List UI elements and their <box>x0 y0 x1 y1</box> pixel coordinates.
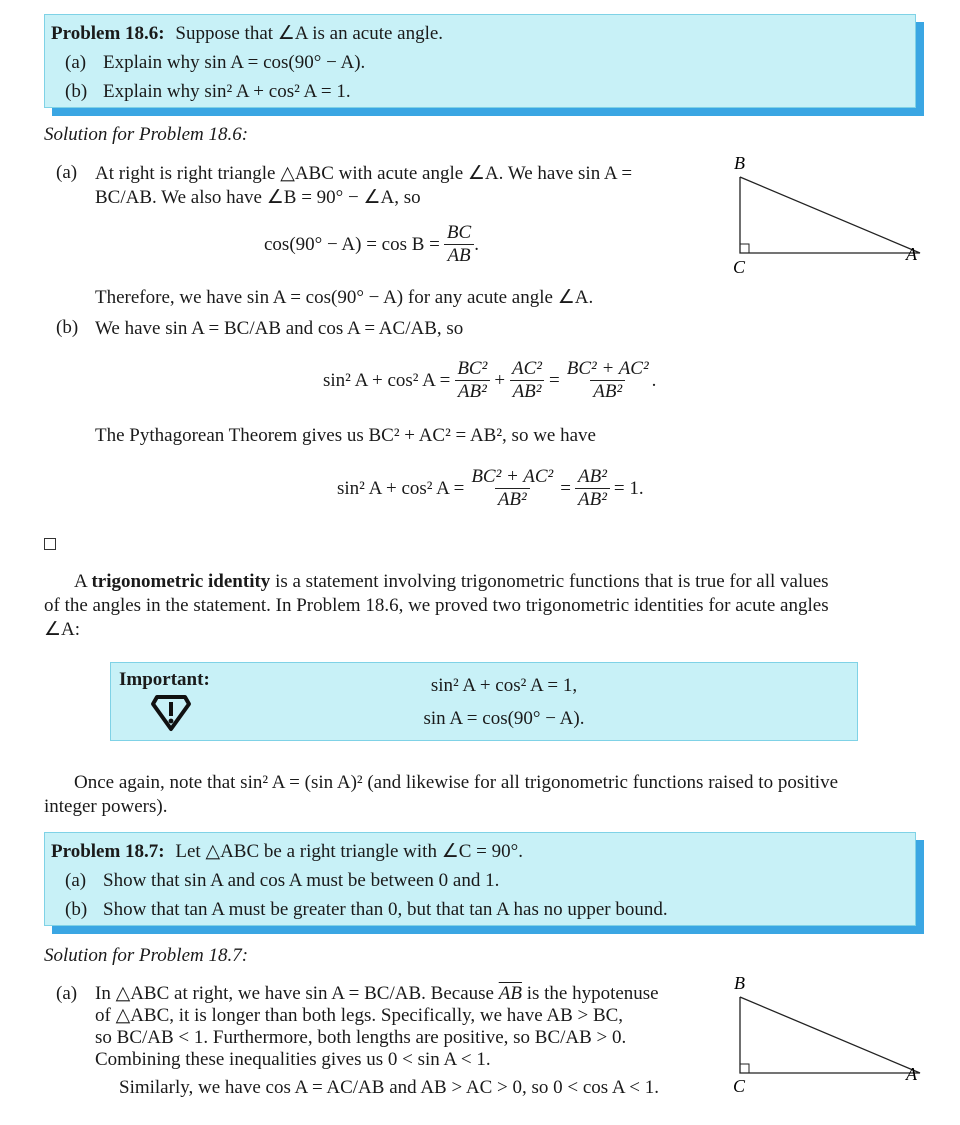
part-text: Show that sin A and cos A must be between 0 and 1. <box>103 870 500 891</box>
solution-part-b-label: (b) <box>56 317 79 338</box>
solution-part-a-label: (a) <box>56 162 78 183</box>
fraction <box>444 222 474 267</box>
vertex-label-c: C <box>733 1076 746 1095</box>
eq-end: . <box>474 233 479 255</box>
pythagorean-line: The Pythagorean Theorem gives us BC² + AC² = AB², so we have <box>95 425 596 446</box>
note-paragraph <box>44 771 924 819</box>
equation-identity-result <box>337 466 644 511</box>
text-line <box>95 983 720 1005</box>
denominator: AB² <box>510 380 545 403</box>
text-line: Similarly, we have cos A = AC/AB and AB > AC > 0, so 0 < cos A < 1. <box>119 1077 660 1098</box>
part-label: (a) <box>65 52 87 73</box>
important-box <box>110 662 858 741</box>
equals-sign: = <box>549 369 560 391</box>
denominator: AB² <box>575 488 610 511</box>
text-line: of △ABC, it is longer than both legs. Specifically, we have AB > BC, <box>95 1005 624 1026</box>
text-line <box>44 570 924 594</box>
important-label: Important: <box>119 669 210 690</box>
denominator: AB² <box>455 380 490 403</box>
vertex-label-c: C <box>733 257 746 277</box>
text-line: of the angles in the statement. In Problem 18.6, we proved two trigonometric identities for acute angles <box>44 595 829 616</box>
eq-end: = 1. <box>613 477 644 499</box>
text-line: Combining these inequalities gives us 0 < sin A < 1. <box>95 1049 491 1070</box>
part-label: (b) <box>65 81 88 102</box>
numerator: BC² + AC² <box>471 466 554 487</box>
triangle-outline <box>740 997 920 1073</box>
equals-sign: = <box>560 477 571 499</box>
qed-square-icon <box>44 538 56 550</box>
part-label: (b) <box>65 899 88 920</box>
vertex-label-a: A <box>906 244 917 264</box>
text-line: BC/AB. We also have ∠B = 90° − ∠A, so <box>95 187 421 208</box>
problem-18-6-header <box>51 19 909 48</box>
text-fragment: A <box>74 571 92 592</box>
problem-label: Problem 18.6: <box>51 23 165 44</box>
equation-cos-b <box>264 222 479 267</box>
fraction <box>468 466 556 511</box>
problem-part-b <box>51 77 909 106</box>
problem-18-7-header <box>51 837 909 866</box>
solution-part-a-text <box>95 983 720 1099</box>
problem-18-7-box <box>44 832 916 926</box>
numerator: BC² + AC² <box>566 358 649 379</box>
text-line: so BC/AB < 1. Furthermore, both lengths are positive, so BC/AB > 0. <box>95 1027 627 1048</box>
eq-end: . <box>651 369 657 391</box>
solution-part-a-label: (a) <box>56 983 78 1004</box>
identity-pythagorean: sin² A + cos² A = 1, <box>430 675 578 696</box>
part-text: Explain why sin A = cos(90° − A). <box>103 52 366 73</box>
term-highlight: trigonometric identity <box>91 571 271 592</box>
vertex-label-b: B <box>734 973 745 993</box>
denominator: AB² <box>495 488 530 511</box>
text-line: integer powers). <box>44 796 168 817</box>
problem-part-b <box>51 895 909 924</box>
denominator: AB <box>444 244 473 267</box>
numerator: BC <box>446 222 472 243</box>
problem-part-a <box>51 48 909 77</box>
eq-left: sin² A + cos² A = <box>323 369 451 391</box>
text-fragment: is the hypotenuse <box>521 983 659 1004</box>
numerator: BC² <box>457 358 488 379</box>
fraction <box>454 358 490 403</box>
text-line: ∠A: <box>44 619 81 640</box>
right-angle-marker <box>740 244 749 253</box>
problem-label: Problem 18.7: <box>51 841 165 862</box>
problem-statement: Suppose that ∠A is an acute angle. <box>175 23 444 44</box>
right-angle-marker <box>740 1064 749 1073</box>
numerator: AB² <box>577 466 607 487</box>
text-fragment: In △ABC at right, we have sin A = BC/AB. Because <box>95 983 499 1004</box>
text-line: At right is right triangle △ABC with acute angle ∠A. We have sin A = <box>95 163 633 184</box>
problem-18-6-box <box>44 14 916 108</box>
problem-part-a <box>51 866 909 895</box>
solution-part-a-text <box>95 162 720 210</box>
solution-part-a-conclusion: Therefore, we have sin A = cos(90° − A) for any acute angle ∠A. <box>95 287 594 308</box>
triangle-outline <box>740 177 920 253</box>
identity-paragraph <box>44 570 924 642</box>
plus-sign: + <box>494 369 506 391</box>
text-fragment: is a statement involving trigonometric functions that is true for all values <box>270 571 829 592</box>
identity-cofunction: sin A = cos(90° − A). <box>423 708 585 729</box>
eq-left: sin² A + cos² A = <box>337 477 465 499</box>
vertex-label-b: B <box>734 153 745 173</box>
triangle-diagram <box>725 970 955 1095</box>
fraction <box>509 358 545 403</box>
equation-sum-of-squares <box>323 358 656 403</box>
part-text: Explain why sin² A + cos² A = 1. <box>103 81 351 102</box>
text-line: Once again, note that sin² A = (sin A)² (and likewise for all trigonometric functions raised to positive <box>74 772 838 793</box>
problem-statement: Let △ABC be a right triangle with ∠C = 90°. <box>175 841 523 862</box>
solution-part-b-text: We have sin A = BC/AB and cos A = AC/AB, so <box>95 318 464 339</box>
denominator: AB² <box>590 380 625 403</box>
fraction <box>575 466 610 511</box>
solution-heading: Solution for Problem 18.6: <box>44 124 249 145</box>
eq-left: cos(90° − A) = cos B = <box>264 233 440 255</box>
solution-heading: Solution for Problem 18.7: <box>44 945 249 966</box>
fraction <box>564 358 652 403</box>
numerator: AC² <box>512 358 543 379</box>
part-text: Show that tan A must be greater than 0, but that tan A has no upper bound. <box>103 899 668 920</box>
triangle-diagram <box>725 150 955 280</box>
part-label: (a) <box>65 870 87 891</box>
vertex-label-a: A <box>906 1064 917 1084</box>
segment-ab: $\overline{AB}$ <box>498 983 522 1004</box>
